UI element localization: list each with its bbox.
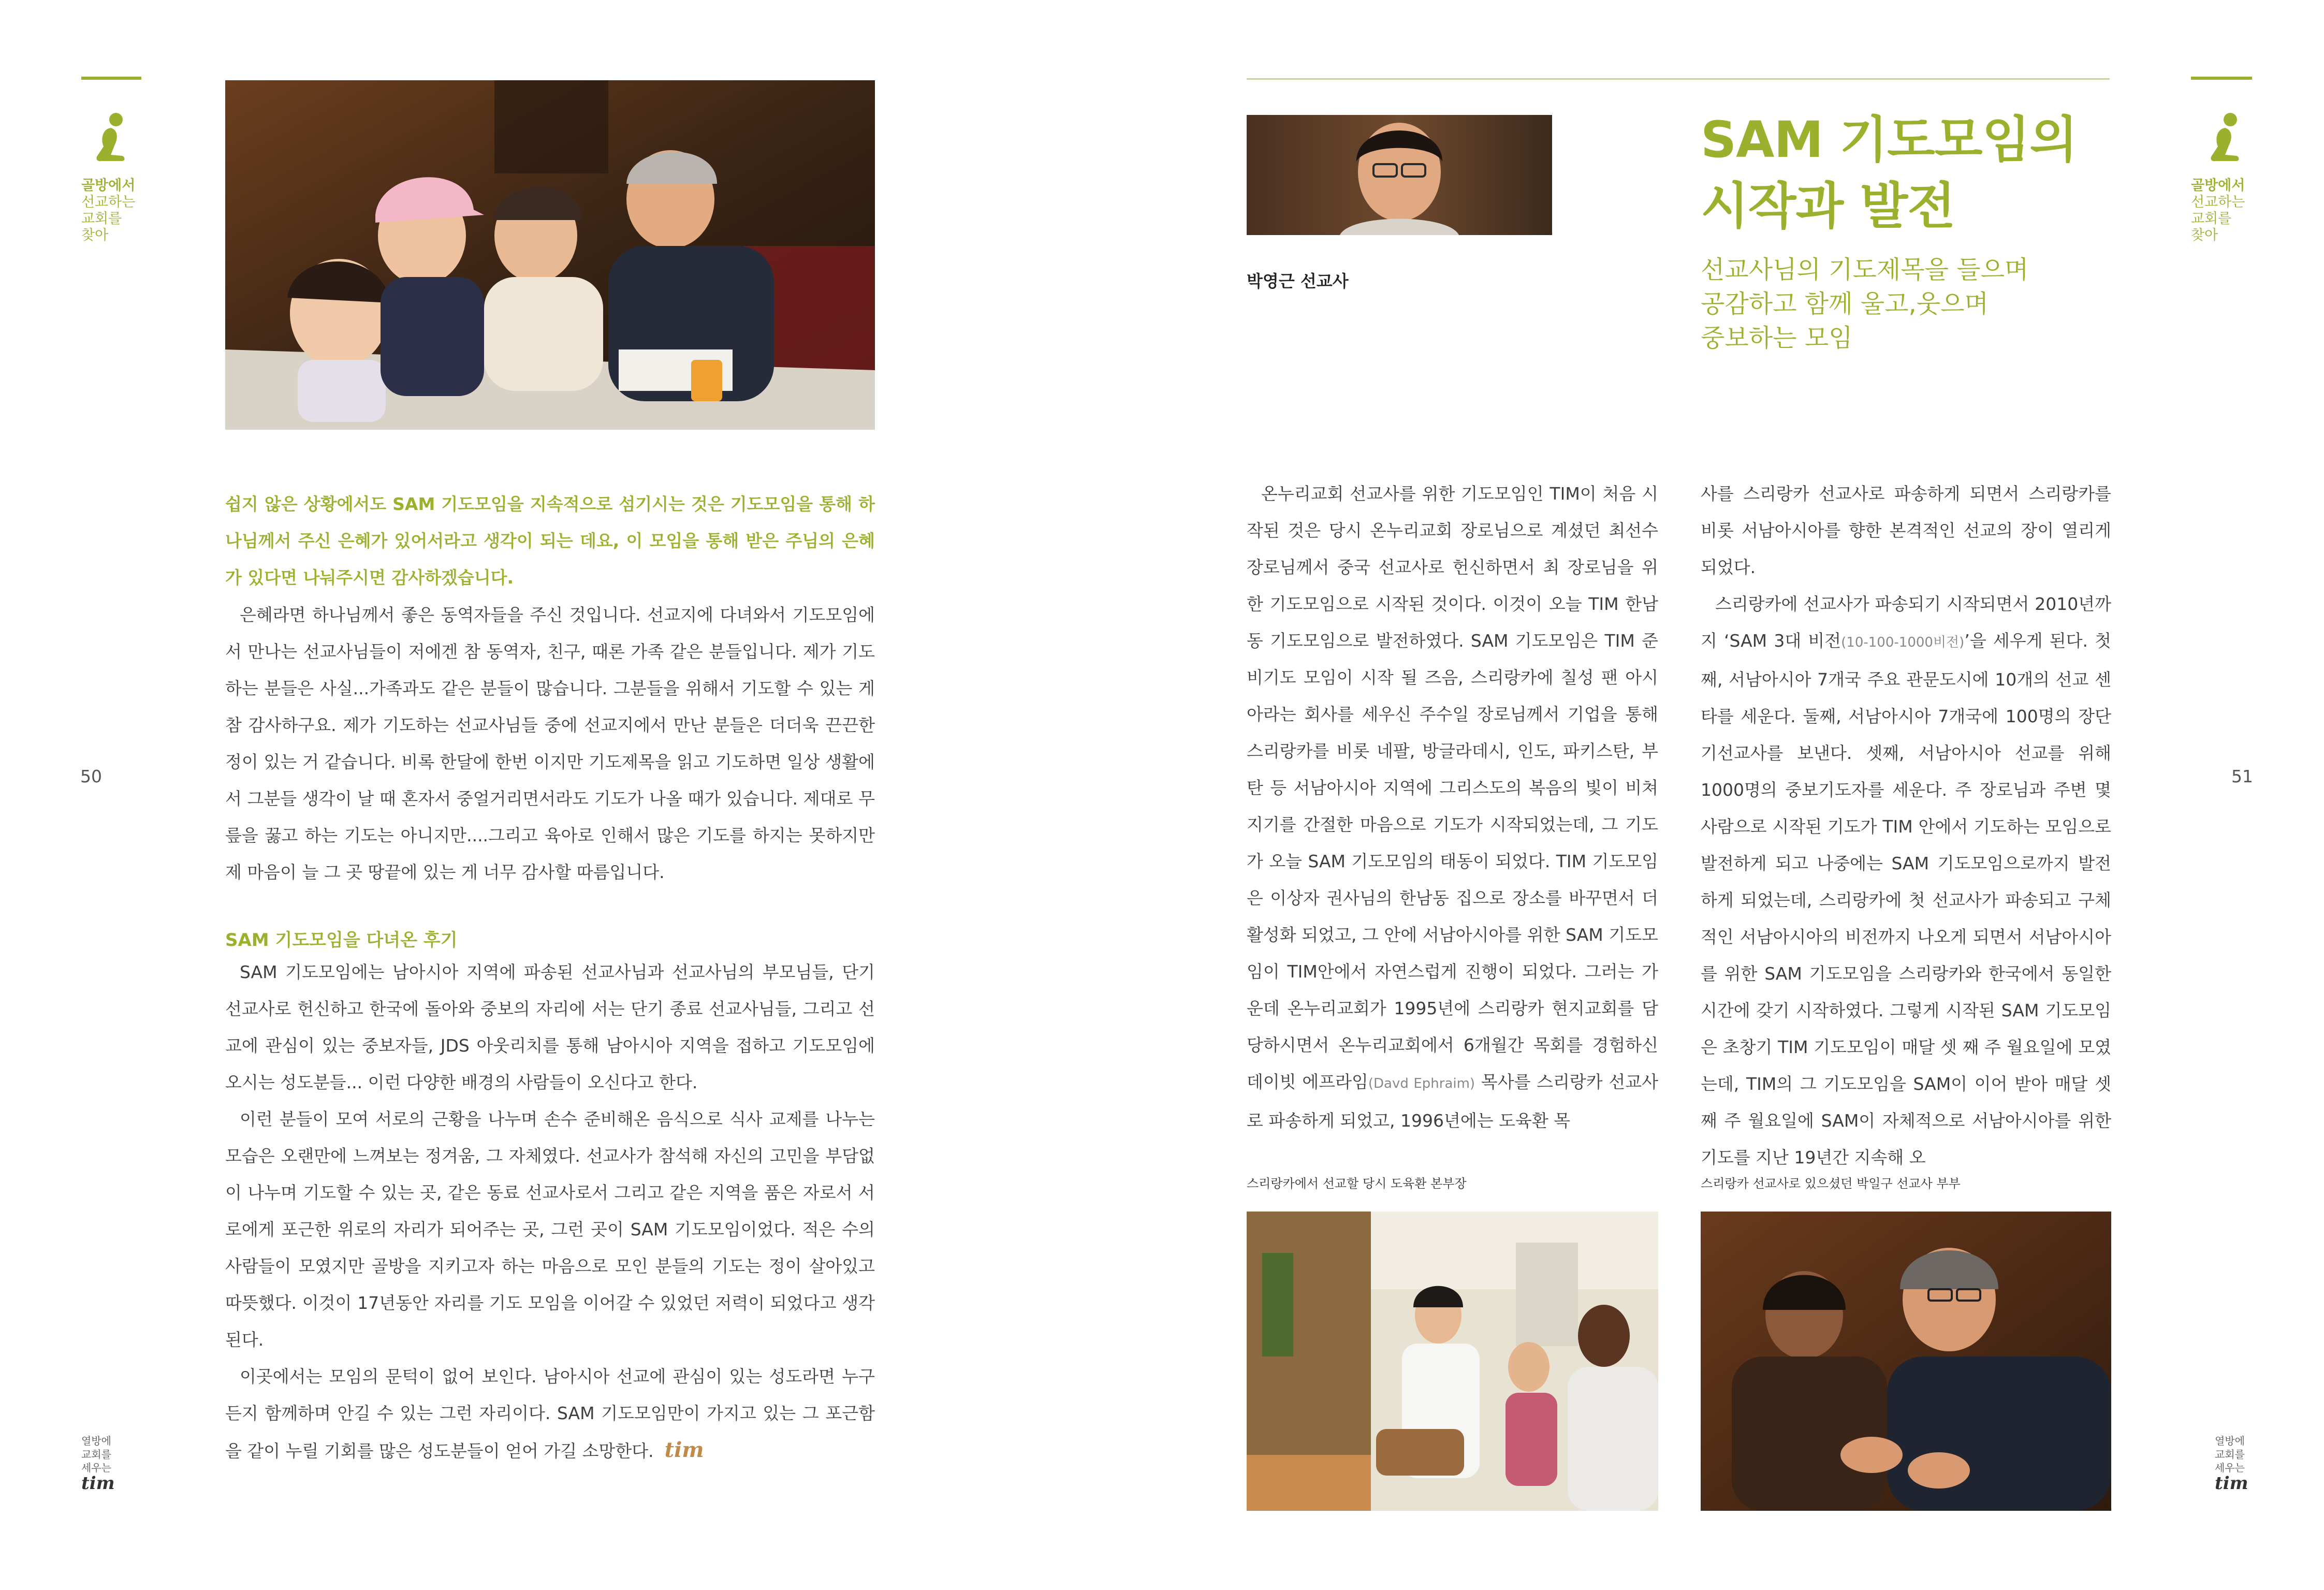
review-paragraph-2: 이런 분들이 모여 서로의 근황을 나누며 손수 준비해온 음식으로 식사 교제를 나누는 모습은 오랜만에 느껴보는 정겨움, 그 자체였다. 선교사가 참석해 자신의 고민을 부담없이 나누며 기도할 수 있는 곳, 같은 동료 선교사로서 그리고 같은 지역을 품은 자로서 서로에게 포근한 위로의 자리가 되어주는 곳, 그런 곳이 SAM 기도모임이었다. 적은 수의 사람들이 모였지만 골방을 지키고자 하는 마음으로 모인 분들의 기도는 정이 살아있고 따뜻했다. 이것이 17년동안 자리를 기도 모임을 이어갈 수 있었던 저력이 되었다고 생각된다.	[225, 1109, 875, 1350]
right-section-label: 골방에서 선교하는 교회를 찾아	[2191, 178, 2245, 243]
review-subhead: SAM 기도모임을 다녀온 후기	[225, 930, 458, 951]
author-name: 박영근 선교사	[1247, 271, 1349, 291]
right-header-rule	[1247, 78, 2110, 80]
left-page-number: 50	[80, 766, 102, 786]
photo-caption-1: 스리랑카에서 선교할 당시 도육환 본부장	[1247, 1176, 1467, 1191]
article-subtitle: 선교사님의 기도제목을 들으며 공감하고 함께 울고,웃으며 중보하는 모임	[1701, 255, 2029, 353]
right-footer: 열방에 교회를 세우는 tim	[2215, 1435, 2248, 1494]
review-paragraph-3: 이곳에서는 모임의 문턱이 없어 보인다. 남아시아 선교에 관심이 있는 성도라면 누구든지 함께하며 안길 수 있는 그런 자리이다. SAM 기도모임만이 가지고 있는 그 포근함을 같이 누릴 기회를 많은 성도분들이 얻어 가길 소망한다. tim	[225, 1366, 875, 1462]
praying-figure-icon	[2206, 111, 2243, 165]
tim-logo: tim	[81, 1473, 115, 1494]
left-footer: 열방에 교회를 세우는 tim	[81, 1435, 115, 1494]
article-title: SAM 기도모임의 시작과 발전	[1701, 111, 2078, 235]
left-section-label: 골방에서 선교하는 교회를 찾아	[81, 178, 136, 243]
prayer-meeting-photo	[225, 80, 875, 430]
right-page-number: 51	[2231, 766, 2253, 786]
answer-paragraph: 은혜라면 하나님께서 좋은 동역자들을 주신 것입니다. 선교지에 다녀와서 기도모임에서 만나는 선교사님들이 저에겐 참 동역자, 친구, 때론 가족 같은 분들입니다. 제가 기도하는 분들은 사실...가족과도 같은 분들이 많습니다. 그분들을 위해서 기도할 수 있는 게 참 감사하구요. 제가 기도하는 선교사님들 중에 선교지에서 만난 분들은 더더욱 끈끈한 정이 있는 거 같습니다. 비록 한달에 한번 이지만 기도제목을 읽고 기도하면 일상 생활에서 그분들 생각이 날 때 혼자서 중얼거리면서라도 기도가 나올 때가 있습니다. 제대로 무릎을 꿇고 하는 기도는 아니지만....그리고 육아로 인해서 많은 기도를 하지는 못하지만 제 마음이 늘 그 곳 땅끝에 있는 게 너무 감사할 따름입니다.	[225, 605, 875, 882]
praying-figure-icon	[92, 111, 128, 165]
left-body-review	[225, 954, 875, 1469]
history-paragraph-1: 온누리교회 선교사를 위한 기도모임인 TIM이 처음 시작된 것은 당시 온누리교회 장로님으로 계셨던 최선수 장로님께서 중국 선교사로 헌신하면서 최 장로님을 위한 기도모임으로 시작된 것이다. 이것이 오늘 TIM 한남동 기도모임으로 발전하였다. SAM 기도모임은 TIM 준비기도 모임이 시작 될 즈음, 스리랑카에 칠성 팬 아시아라는 회사를 세우신 주수일 장로님께서 기업을 통해 스리랑카를 비롯 네팔, 방글라데시, 인도, 파키스탄, 부탄 등 서남아시아 지역에 그리스도의 복음의 빛이 비쳐지기를 간절한 마음으로 기도가 시작되었는데, 그 기도가 오늘 SAM 기도모임의 태동이 되었다. TIM 기도모임은 이상자 권사님의 한남동 집으로 장소를 바꾸면서 더 활성화 되었고, 그 안에 서남아시아를 위한 SAM 기도모임이 TIM안에서 자연스럽게 진행이 되었다. 그러는 가운데 온누리교회가 1995년에 스리랑카 현지교회를 담당하시면서 온누리교회에서 6개월간 목회를 경험하신 데이빗 에프라임(Davd Ephraim) 목사를 스리랑카 선교사로 파송하게 되었고, 1996년에는 도육환 목	[1247, 484, 1659, 1131]
interview-question: 쉽지 않은 상황에서도 SAM 기도모임을 지속적으로 섬기시는 것은 기도모임을 통해 하나님께서 주신 은혜가 있어서라고 생각이 되는 데요, 이 모임을 통해 받은 주님의 은혜가 있다면 나눠주시면 감사하겠습니다.	[225, 494, 875, 588]
right-column-2	[1701, 475, 2111, 1176]
left-body-answer	[225, 596, 875, 891]
author-portrait	[1247, 115, 1552, 235]
right-side-rule	[2191, 77, 2252, 80]
right-column-1	[1247, 475, 1658, 1139]
review-paragraph-1: SAM 기도모임에는 남아시아 지역에 파송된 선교사님과 선교사님의 부모님들, 단기 선교사로 헌신하고 한국에 돌아와 중보의 자리에 서는 단기 종료 선교사님들, 그리고 선교에 관심이 있는 중보자들, JDS 아웃리치를 통해 남아시아 지역을 접하고 기도모임에 오시는 성도분들... 이런 다양한 배경의 사람들이 오신다고 한다.	[225, 962, 875, 1092]
left-header-rule	[81, 77, 141, 80]
signature-logo: tim	[664, 1438, 704, 1462]
missionary-couple-photo	[1701, 1212, 2111, 1511]
tim-logo: tim	[2215, 1473, 2248, 1494]
photo-caption-2: 스리랑카 선교사로 있으셨던 박일구 선교사 부부	[1701, 1176, 1961, 1191]
history-paragraph-1-cont: 사를 스리랑카 선교사로 파송하게 되면서 스리랑카를 비롯 서남아시아를 향한 본격적인 선교의 장이 열리게 되었다.	[1701, 484, 2111, 577]
history-paragraph-2: 스리랑카에 선교사가 파송되기 시작되면서 2010년까지 ‘SAM 3대 비전(10-100-1000비전)’을 세우게 된다. 첫째, 서남아시아 7개국 주요 관문도시에 10개의 선교 센타를 세운다. 둘째, 서남아시아 7개국에 100명의 장단기선교사를 보낸다. 셋째, 서남아시아 선교를 위해 1000명의 중보기도자를 세운다. 주 장로님과 주변 몇 사람으로 시작된 기도가 TIM 안에서 기도하는 모임으로 발전하게 되고 나중에는 SAM 기도모임으로까지 발전하게 되었는데, 스리랑카에 첫 선교사가 파송되고 구체적인 서남아시아의 비전까지 나오게 되면서 서남아시아를 위한 SAM 기도모임을 스리랑카와 한국에서 동일한 시간에 갖기 시작하였다. 그렇게 시작된 SAM 기도모임은 초창기 TIM 기도모임이 매달 셋 째 주 월요일에 모였는데, TIM의 그 기도모임을 SAM이 이어 받아 매달 셋째 주 월요일에 SAM이 자체적으로 서남아시아를 위한 기도를 지난 19년간 지속해 오	[1701, 594, 2111, 1168]
sri-lanka-mission-photo	[1247, 1212, 1658, 1511]
